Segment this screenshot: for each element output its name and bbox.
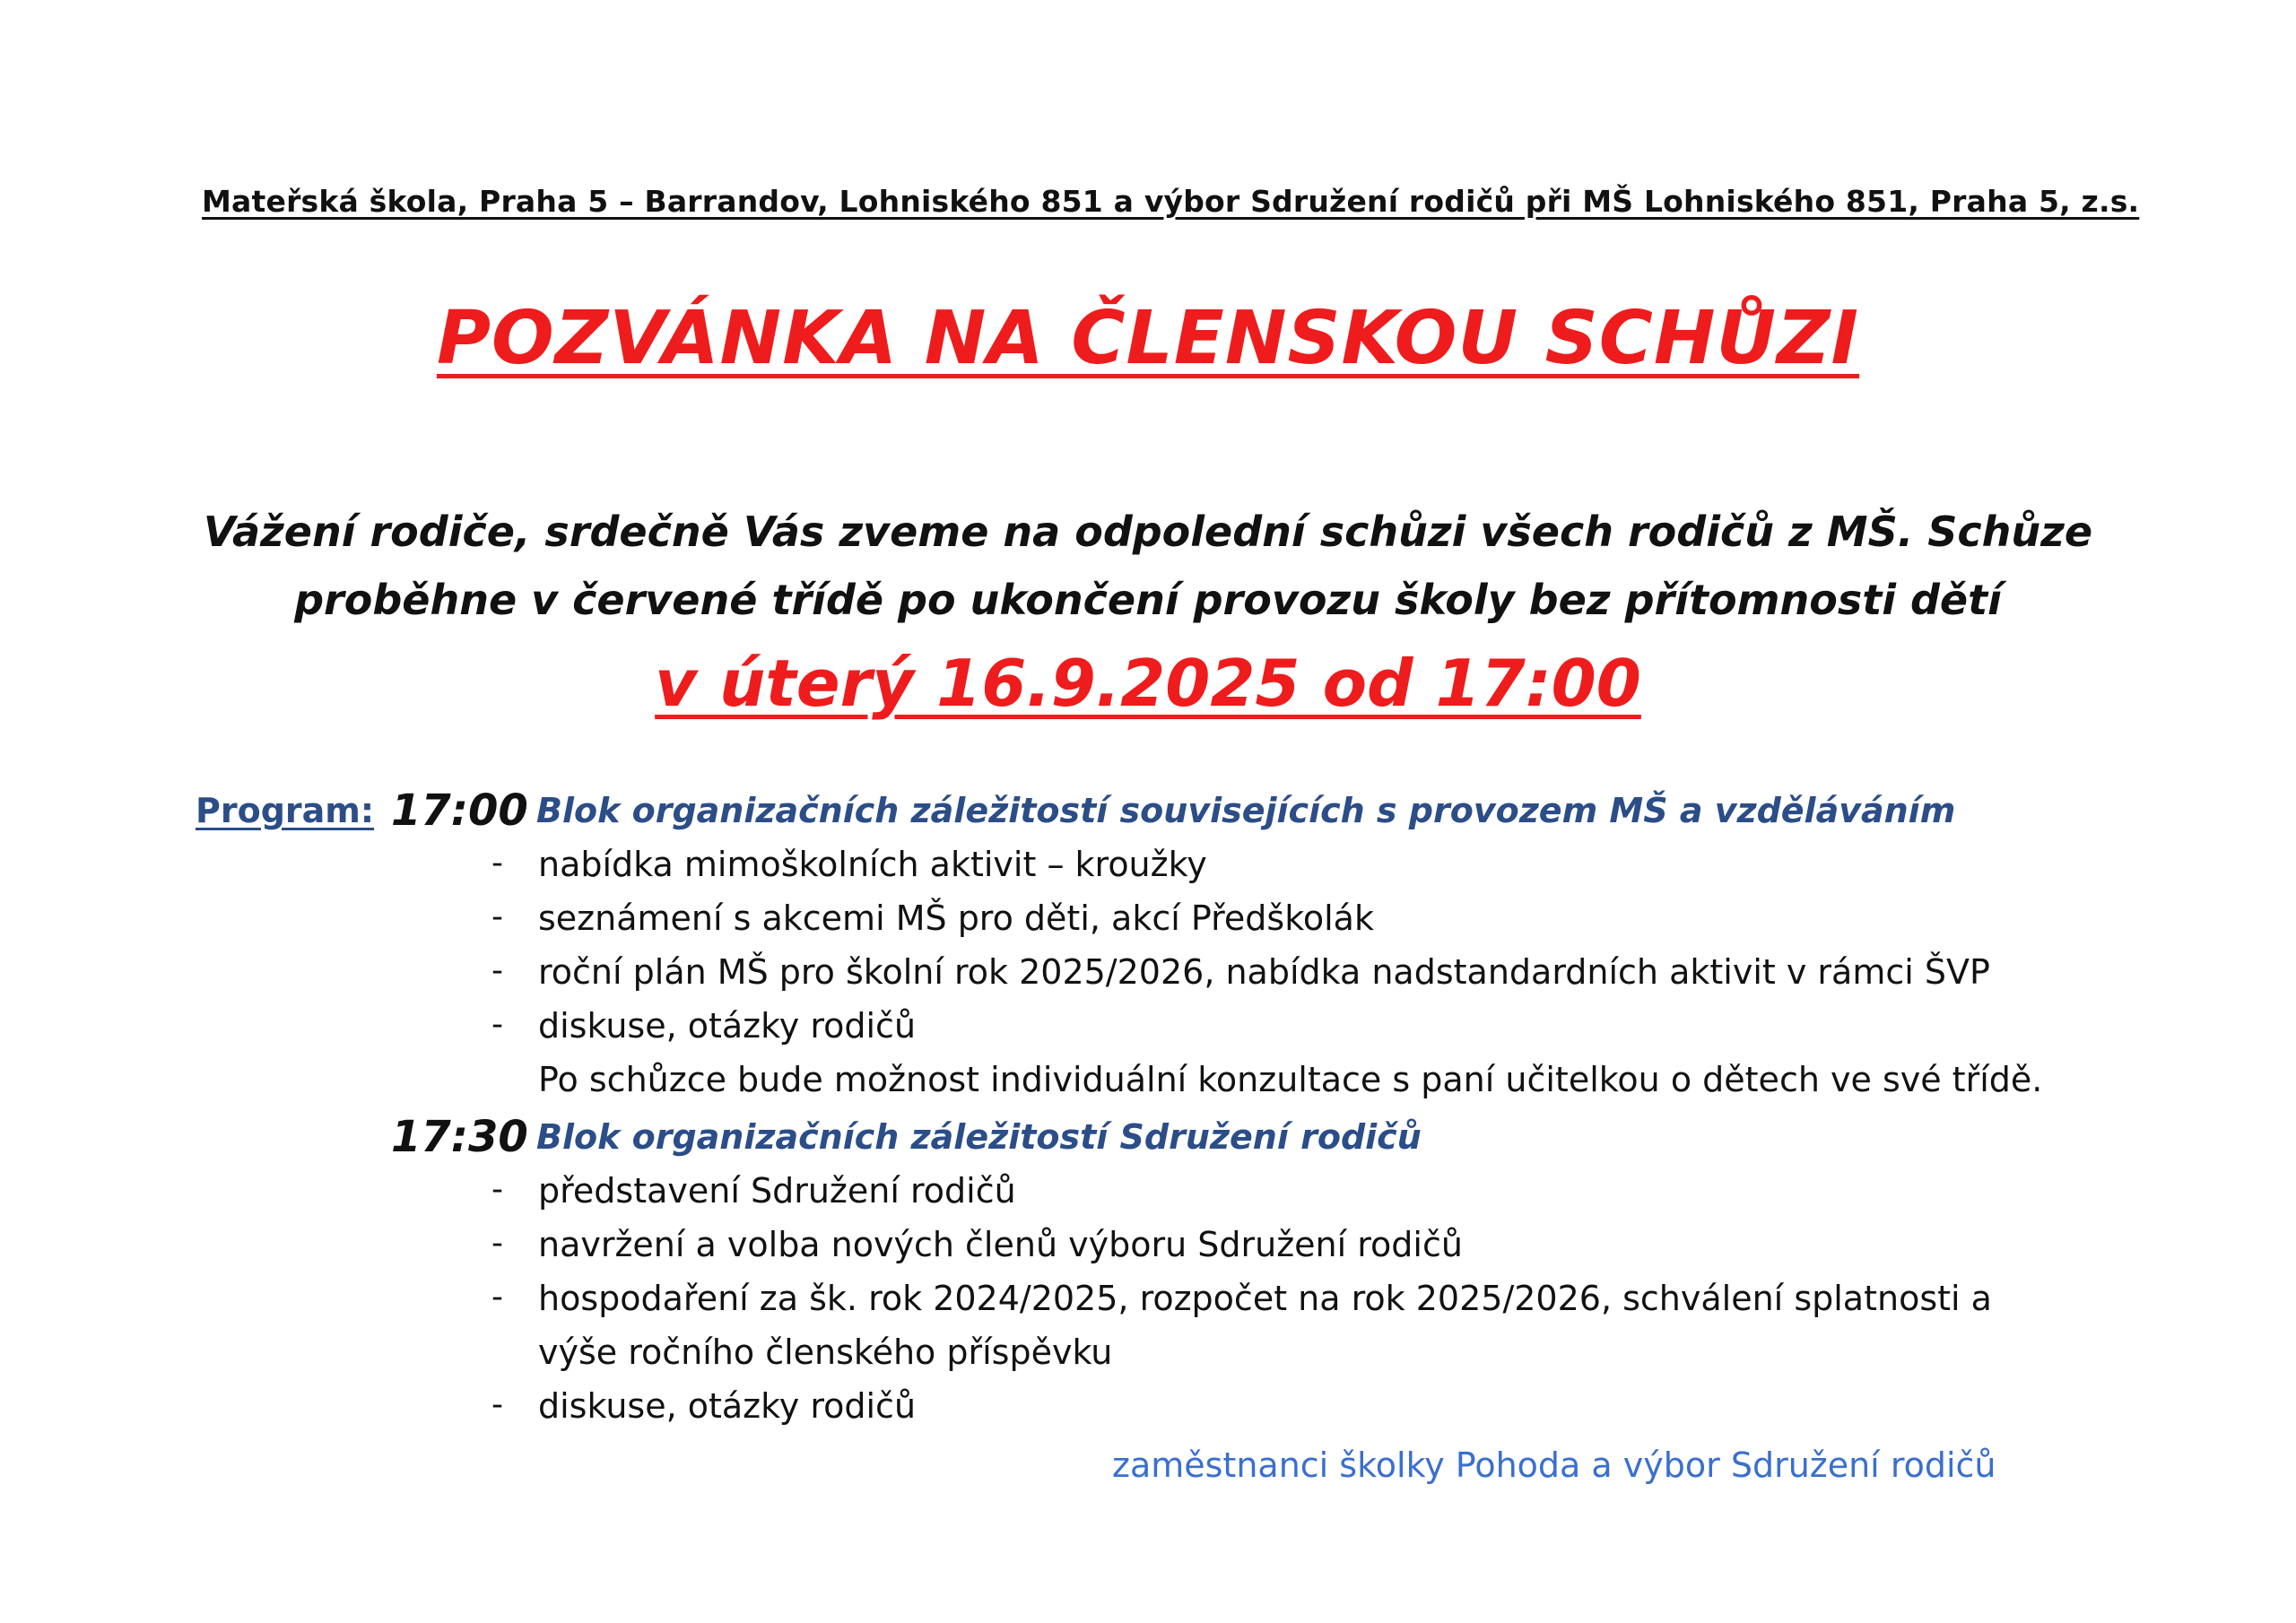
consultation-note: Po schůzce bude možnost individuální konzultace s paní učitelkou o dětech ve své třídě. (538, 1060, 2043, 1099)
list-bullet: - (491, 845, 503, 881)
list-bullet: - (491, 1225, 503, 1262)
list-bullet: - (491, 898, 503, 935)
list-item: navržení a volba nových členů výboru Sdružení rodičů (538, 1225, 1463, 1264)
intro-paragraph (161, 498, 2135, 634)
page-title: POZVÁNKA NA ČLENSKOU SCHŮZI (436, 296, 1860, 381)
signature: zaměstnanci školky Pohoda a výbor Sdružení rodičů (1112, 1445, 1996, 1485)
block-2-title: Blok organizačních záležitostí Sdružení rodičů (536, 1117, 1422, 1157)
list-bullet: - (491, 1006, 503, 1043)
organization-header: Mateřská škola, Praha 5 – Barrandov, Lohniského 851 a výbor Sdružení rodičů při MŠ Lohniského 851, Praha 5, z.s. (202, 184, 2140, 219)
list-item-continuation: výše ročního členského příspěvku (538, 1332, 1113, 1372)
meeting-date: v úterý 16.9.2025 od 17:00 (655, 646, 1641, 721)
list-bullet: - (491, 1386, 503, 1423)
list-item: seznámení s akcemi MŠ pro děti, akcí Předškolák (538, 898, 1374, 938)
intro-line-1: Vážení rodiče, srdečně Vás zveme na odpolední schůzi všech rodičů z MŠ. Schůze (203, 508, 2093, 556)
block-2-time: 17:30 (391, 1112, 528, 1162)
intro-line-2: proběhne v červené třídě po ukončení provozu školy bez přítomnosti dětí (294, 576, 2002, 624)
list-item: diskuse, otázky rodičů (538, 1386, 917, 1426)
list-item: diskuse, otázky rodičů (538, 1006, 917, 1046)
list-bullet: - (491, 1171, 503, 1208)
list-item: představení Sdružení rodičů (538, 1171, 1016, 1211)
list-item: hospodaření za šk. rok 2024/2025, rozpočet na rok 2025/2026, schválení splatnosti a (538, 1279, 1992, 1318)
list-item: nabídka mimoškolních aktivit – kroužky (538, 845, 1207, 884)
list-bullet: - (491, 1279, 503, 1315)
list-item: roční plán MŠ pro školní rok 2025/2026, nabídka nadstandardních aktivit v rámci ŠVP (538, 952, 1990, 992)
list-bullet: - (491, 952, 503, 989)
block-1-title: Blok organizačních záležitostí souvisejících s provozem MŠ a vzděláváním (536, 791, 1956, 830)
program-label: Program: (196, 791, 375, 830)
block-1-time: 17:00 (391, 785, 528, 836)
